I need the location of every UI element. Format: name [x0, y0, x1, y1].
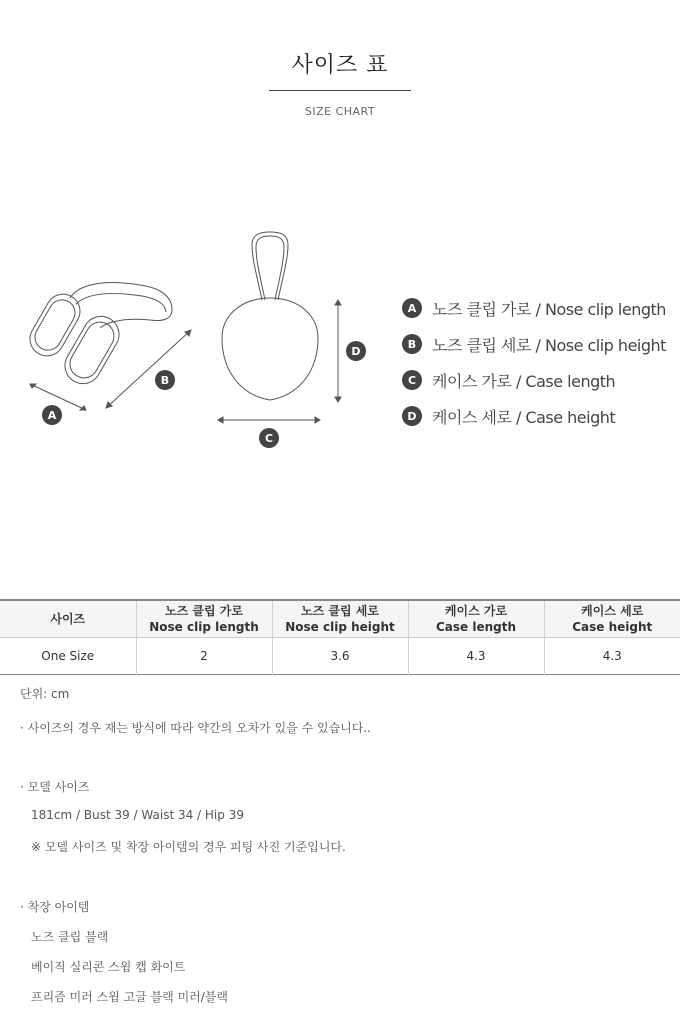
legend-badge: C [402, 370, 422, 390]
header-case-height: 케이스 세로 Case height [544, 600, 680, 637]
legend-badge: A [402, 298, 422, 318]
legend-badge: B [402, 334, 422, 354]
model-size-heading: · 모델 사이즈 [20, 780, 90, 794]
svg-text:C: C [264, 432, 274, 445]
dimension-c-arrow [218, 417, 320, 423]
title-divider [269, 90, 411, 91]
model-fit-note: ※ 모델 사이즈 및 착장 아이템의 경우 피팅 사진 기준입니다. [31, 840, 346, 854]
badge-c [259, 428, 279, 448]
nose-clip-illustration [24, 283, 172, 391]
table-cell: 2 [136, 637, 272, 674]
worn-item: 프리즘 미러 스윔 고글 블랙 미러/블랙 [31, 990, 228, 1004]
worn-item: 노즈 클립 블랙 [31, 930, 109, 944]
size-table [0, 599, 680, 675]
header-nose-clip-length: 노즈 클립 가로 Nose clip length [136, 600, 272, 637]
measurement-disclaimer: · 사이즈의 경우 재는 방식에 따라 약간의 오차가 있을 수 있습니다.. [20, 721, 371, 735]
dimension-a-arrow [30, 384, 86, 410]
table-cell: 3.6 [272, 637, 408, 674]
model-size-value: 181cm / Bust 39 / Waist 34 / Hip 39 [31, 808, 244, 822]
worn-item: 베이직 실리콘 스윔 캡 화이트 [31, 960, 186, 974]
dimension-b-arrow [106, 330, 191, 408]
svg-text:A: A [47, 409, 57, 422]
svg-text:D: D [351, 345, 361, 358]
legend-badge: D [402, 406, 422, 426]
legend-label: 노즈 클립 가로 / Nose clip length [432, 299, 666, 319]
legend-item-c [402, 362, 666, 398]
dimension-d-arrow [335, 300, 341, 402]
worn-items-heading: · 착장 아이템 [20, 900, 90, 914]
size-diagram [0, 220, 400, 460]
page-title: 사이즈 표 [291, 53, 389, 78]
table-cell: One Size [0, 637, 136, 674]
legend-label: 케이스 가로 / Case length [432, 371, 616, 391]
table-header-row [0, 600, 680, 637]
unit-note: 단위: cm [20, 687, 70, 701]
legend-item-b [402, 326, 666, 362]
page-subtitle: SIZE CHART [304, 105, 376, 118]
legend-label: 노즈 클립 세로 / Nose clip height [432, 335, 666, 355]
case-illustration [222, 232, 318, 400]
table-cell: 4.3 [408, 637, 544, 674]
legend-item-a [402, 290, 666, 326]
table-row [0, 637, 680, 674]
badge-a [42, 405, 62, 425]
dimension-legend [402, 290, 666, 434]
header-case-length: 케이스 가로 Case length [408, 600, 544, 637]
badge-d [346, 341, 366, 361]
legend-item-d [402, 398, 666, 434]
svg-text:B: B [160, 374, 170, 387]
badge-b [155, 370, 175, 390]
table-cell: 4.3 [602, 648, 622, 663]
header-nose-clip-height: 노즈 클립 세로 Nose clip height [272, 600, 408, 637]
header-size: 사이즈 [0, 600, 136, 637]
legend-label: 케이스 세로 / Case height [432, 407, 616, 427]
